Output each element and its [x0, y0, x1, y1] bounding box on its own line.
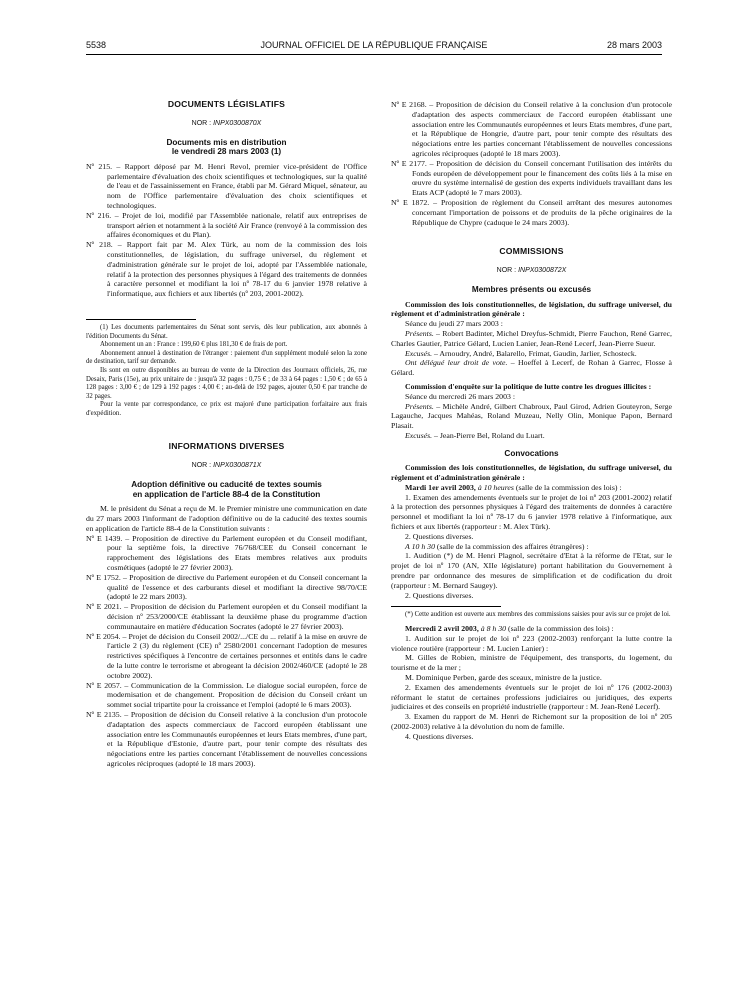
agenda-item: 1. Audition sur le projet de loi nº 223 (2002-2003) renforçant la lutte contre la violence routière (rapporteur : M. Lucien Lanier) :: [391, 633, 672, 653]
e-item: Nº E 2135. – Proposition de décision du Conseil relative à la conclusion d'un protocole d'adaptation des aspects commerciaux de l'accord européen établissant une association entre les Communautés européennes et leurs Etats membres, d'une part, et la République d'Estonie, d'autre part, pour tenir compte des résultats des négociations entre les parties concernant l'établissement de nouvelles concessions agricoles réciproques (adopté le 18 mars 2003).: [86, 709, 367, 768]
convocation-commission-heading: Commission des lois constitutionnelles, de législation, du suffrage universel, du règlement et d'administration générale :: [391, 463, 672, 483]
enquete-presents: [391, 402, 672, 431]
right-column: [391, 100, 672, 742]
excuses-label: Excusés.: [405, 348, 433, 358]
footnote-rule: [86, 319, 196, 320]
header-rule: [86, 54, 662, 55]
footnote: Abonnement annuel à destination de l'étranger : paiement d'un supplément modulé selon la zone de destination, tarif sur demande.: [86, 349, 367, 366]
distribution-title-line2: le vendredi 28 mars 2003 (1): [171, 147, 282, 157]
nor-label: NOR :: [496, 267, 517, 275]
mardi-date: Mardi 1er avril 2003,: [405, 482, 476, 492]
footnote: Pour la vente par correspondance, ce prix est majoré d'une participation forfaitaire aux frais d'expédition.: [86, 401, 367, 417]
mardi-time: à 10 heures: [475, 482, 514, 492]
commissions-title: COMMISSIONS: [499, 246, 564, 257]
e-item: Nº E 2054. – Projet de décision du Conseil 2002/.../CE du ... relatif à la mise en œuvre de l'article 2 (3) du règlement (CE) nº 2580/2001 concernant l'adoption de mesures restrictives spécifiques à l'encontre de certaines personnes et entités dans le cadre de la lutte contre le terrorisme et abrogeant la décision 2002/460/CE (adopté le 28 octobre 2002).: [86, 631, 367, 680]
e-item: Nº E 1439. – Proposition de directive du Parlement européen et du Conseil modifiant, pour la septième fois, la directive 76/768/CEE du Conseil concernant le rapprochement des législations des Etats membres relatives aux produits cosmétiques (adopté le 27 février 2003).: [86, 533, 367, 573]
mardi-time-2: A 10 h 30: [405, 541, 435, 551]
audition-note-rule: [391, 606, 501, 607]
documents-legislatifs-title: DOCUMENTS LÉGISLATIFS: [167, 99, 286, 109]
mercredi-room: (salle de la commission des lois) :: [506, 624, 614, 634]
e-item: Nº E 2021. – Proposition de décision du Parlement européen et du Conseil modifiant la décision nº 253/2000/CE établissant la deuxième phase du programme d'action communautaire en matière d'éducation Socrates (adopté le 27 février 2003).: [86, 602, 367, 631]
agenda-item: M. Dominique Perben, garde des sceaux, ministre de la justice.: [405, 673, 602, 683]
mardi-session-2: [391, 542, 672, 552]
membres-title: Membres présents ou excusés: [471, 284, 592, 294]
nor-label: NOR :: [191, 119, 212, 127]
document-item: Nº 216. – Projet de loi, modifié par l'Assemblée nationale, relatif aux entreprises de transport aérien et notamment à la société Air France (renvoyé à la commission des affaires économiques et du Plan).: [86, 210, 367, 240]
issue-date: 28 mars 2003: [606, 40, 662, 50]
e-item: Nº E 2168. – Proposition de décision du Conseil relative à la conclusion d'un protocole d'adaptation des aspects commerciaux de l'accord européen établissant une association entre les Communautés européennes et leurs Etats membres, d'une part, et la République de Hongrie, d'autre part, pour tenir compte des résultats des négociations entre les parties concernant l'établissement de nouvelles concessions agricoles réciproques (adopté le 18 mars 2003).: [391, 100, 672, 158]
nor-line: [391, 266, 672, 276]
excuses-names: – Arnoudry, André, Balarello, Frimat, Gaudin, Jarlier, Schosteck.: [432, 348, 637, 358]
nor-line: [86, 461, 367, 471]
agenda-item: M. Gilles de Robien, ministre de l'équipement, des transports, du logement, du tourisme et de la mer ;: [391, 653, 672, 673]
left-column: [86, 100, 367, 769]
nor-code: INPX0300871X: [213, 462, 262, 470]
adoption-title-line1: Adoption définitive ou caducité de textes soumis: [131, 480, 322, 490]
adoption-intro: M. le président du Sénat a reçu de M. le Premier ministre une communication en date du 27 mars 2003 l'informant de l'adoption définitive ou de la caducité des textes soumis en application de l'article 88-4 de la Constitution suivants :: [86, 504, 367, 533]
enquete-excuses: [391, 431, 672, 441]
distribution-title: [86, 138, 367, 157]
presents-label: Présents.: [405, 328, 434, 338]
agenda-item: 1. Audition (*) de M. Henri Plagnol, secrétaire d'Etat à la réforme de l'Etat, sur le projet de loi nº 170 (AN, XIIe législature) portant habilitation du Gouvernement à prendre par ordonnance des mesures de simplification et de codification du droit (rapporteur : M. Bernard Saugey).: [391, 551, 672, 590]
agenda-item: 2. Examen des amendements éventuels sur le projet de loi nº 176 (2002-2003) réformant le statut de certaines professions judiciaires ou juridiques, des experts judiciaires et des conseils en propriété industrielle (rapporteur : M. Jean-René Lecerf).: [391, 682, 672, 712]
agenda-item: 1. Examen des amendements éventuels sur le projet de loi nº 203 (2001-2002) relatif à la protection des personnes physiques à l'égard des traitements de données à caractère personnel et modifiant la loi nº 78-17 du 6 janvier 1978 relative à l'informatique, aux fichiers et aux libertés (rapporteur : M. Alex Türk).: [391, 492, 672, 532]
page-number: 5538: [86, 40, 107, 50]
footnote: Abonnement un an : France : 199,60 € plus 181,30 € de frais de port.: [100, 341, 288, 349]
lois-commission-heading: Commission des lois constitutionnelles, de législation, du suffrage universel, du règlement et d'administration générale :: [391, 299, 672, 319]
lois-presents: [391, 329, 672, 349]
delegue-label: Ont délégué leur droit de vote.: [405, 358, 508, 368]
nor-line: [86, 119, 367, 129]
e-item: Nº E 2057. – Communication de la Commission. Le dialogue social européen, force de modernisation et de changement. Proposition de décision du Conseil créant un sommet social tripartite pour la croissance et l'emploi (adopté le 6 mars 2003).: [86, 680, 367, 710]
e-item: Nº E 1752. – Proposition de directive du Parlement européen et du Conseil concernant la qualité de l'essence et des carburants diesel et modifiant la directive 98/70/CE (adopté le 22 mars 2003).: [86, 572, 367, 602]
agenda-item: 2. Questions diverses.: [405, 531, 474, 541]
page-header: [86, 38, 662, 52]
presents-names: – Michèle André, Gilbert Chabroux, Paul Girod, Adrien Gouteyron, Serge Lagauche, Jacques Mahéas, Roland Muzeau, Nelly Olin, Monique Papon, Bernard Plasait.: [391, 401, 672, 431]
document-item: Nº 215. – Rapport déposé par M. Henri Revol, premier vice-président de l'Office parlementaire d'évaluation des choix scientifiques et technologiques, sur la qualité de l'eau et de l'assainissement en France, établi par M. Gérard Miquel, sénateur, au nom de l'Office parlementaire d'évaluation des choix scientifiques et technologiques.: [86, 161, 367, 210]
document-item: Nº 218. – Rapport fait par M. Alex Türk, au nom de la commission des lois constitutionnelles, de législation, du suffrage universel, du règlement et d'administration générale sur le projet de loi, adopté par l'Assemblée nationale, relatif à la protection des personnes physiques à l'égard des traitements de données à caractère personnel et modifiant la loi nº 78-17 du 6 janvier 1978 relative à l'informatique, aux fichiers et aux libertés (nº 203, 2001-2002).: [86, 240, 367, 299]
e-item: Nº E 2177. – Proposition de décision du Conseil concernant l'utilisation des intérêts du Fonds européen de développement pour le financement des coûts liés à la mise en œuvre du système internalisé de gestion des experts individuels travaillant dans les Etats ACP (adopté le 7 mars 2003).: [391, 158, 672, 198]
footnote: (1) Les documents parlementaires du Sénat sont servis, dès leur publication, aux abonnés à l'édition Documents du Sénat.: [86, 323, 367, 340]
excuses-label: Excusés.: [405, 430, 433, 440]
informations-diverses-title: INFORMATIONS DIVERSES: [168, 441, 285, 452]
mercredi-session: [391, 624, 672, 634]
nor-code: INPX0300870X: [213, 119, 262, 127]
lois-seance: Séance du jeudi 27 mars 2003 :: [405, 319, 503, 329]
nor-label: NOR :: [191, 462, 212, 470]
journal-title: JOURNAL OFFICIEL DE LA RÉPUBLIQUE FRANÇAISE: [260, 40, 488, 50]
delegue-names: – Hoeffel à Lecerf, de Rohan à Garrec, Flosse à Gélard.: [391, 358, 672, 378]
lois-excuses: [391, 349, 672, 359]
mercredi-time: à 8 h 30: [478, 624, 507, 634]
convocations-title: Convocations: [504, 448, 559, 458]
enquete-commission-heading: Commission d'enquête sur la politique de lutte contre les drogues illicites :: [405, 381, 652, 391]
e-item: Nº E 1872. – Proposition de règlement du Conseil arrêtant des mesures autonomes concernant l'importation de poissons et de produits de la pêche originaires de la République de Chypre (caduque le 24 mars 2003).: [391, 197, 672, 227]
mercredi-date: Mercredi 2 avril 2003,: [405, 624, 479, 634]
mardi-room-2: (salle de la commission des affaires étrangères) :: [434, 541, 589, 551]
footnote: Ils sont en outre disponibles au bureau de vente de la Direction des Journaux officiels, 26, rue Desaix, Paris (15e), au prix unitaire de : jusqu'à 32 pages : 0,75 € ; de 33 à 64 pages : 1,50 € ; de 65 à 128 pages : 3,00 € ; de 129 à 192 pages : 4,00 € ; au-delà de 192 pages, ajouter 0,50 € par tranche de 32 pages.: [86, 366, 367, 400]
presents-names: – Robert Badinter, Michel Dreyfus-Schmidt, Pierre Fauchon, René Garrec, Charles Gautier, Patrice Gélard, Lucien Lanier, Jean-René Lecerf, Jean-Pierre Sueur.: [391, 328, 672, 348]
adoption-title-line2: en application de l'article 88-4 de la Constitution: [132, 489, 321, 499]
excuses-names: – Jean-Pierre Bel, Roland du Luart.: [432, 430, 545, 440]
enquete-seance: Séance du mercredi 26 mars 2003 :: [405, 391, 515, 401]
presents-label: Présents.: [405, 401, 434, 411]
distribution-title-line1: Documents mis en distribution: [166, 137, 287, 147]
mardi-session: [391, 483, 672, 493]
adoption-title: [86, 480, 367, 499]
audition-note: (*) Cette audition est ouverte aux membres des commissions saisies pour avis sur ce projet de loi.: [405, 611, 671, 619]
agenda-item: 3. Examen du rapport de M. Henri de Richemont sur la proposition de loi nº 205 (2002-2003) relative à la dévolution du nom de famille.: [391, 712, 672, 732]
nor-code: INPX0300872X: [518, 267, 567, 275]
mardi-room: (salle de la commission des lois) :: [513, 482, 622, 492]
agenda-item: 2. Questions diverses.: [405, 590, 474, 600]
lois-delegue: [391, 358, 672, 378]
agenda-item: 4. Questions diverses.: [405, 731, 474, 741]
